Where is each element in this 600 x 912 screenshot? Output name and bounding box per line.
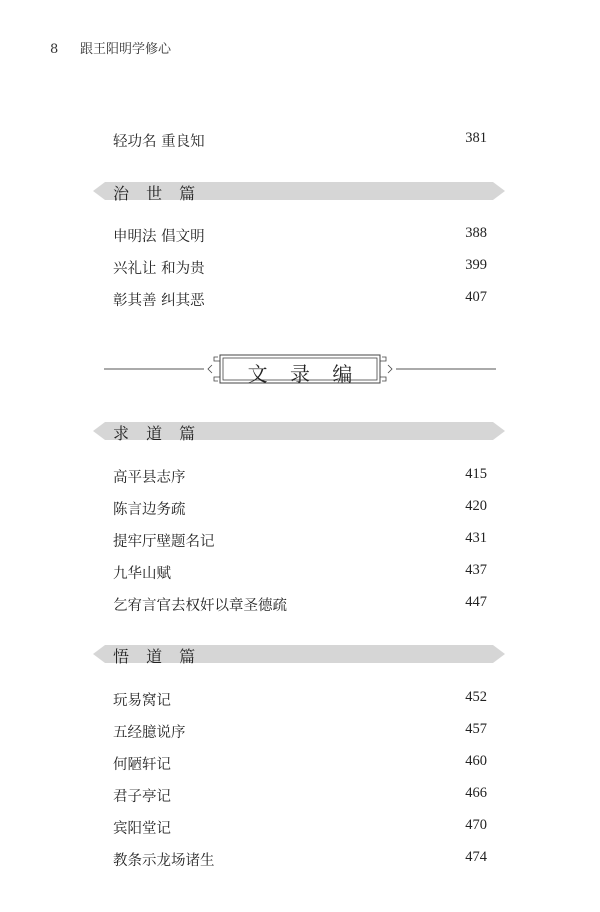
toc-entry[interactable] <box>113 130 487 150</box>
section-banner-qiudao <box>93 422 505 443</box>
entry-title: 高平县志序 <box>113 470 186 486</box>
section-title: 治 世 篇 <box>113 184 202 203</box>
entry-title: 彰其善 纠其恶 <box>113 293 205 309</box>
entry-page: 388 <box>465 225 487 241</box>
entry-title: 轻功名 重良知 <box>113 134 205 150</box>
toc-entry[interactable] <box>113 257 487 277</box>
entry-title: 乞宥言官去权奸以章圣德疏 <box>113 598 287 614</box>
toc-entry[interactable] <box>113 721 487 741</box>
toc-entry[interactable] <box>113 817 487 837</box>
page-number: 8 <box>50 42 59 57</box>
toc-entry[interactable] <box>113 225 487 245</box>
section-title: 求 道 篇 <box>113 424 202 443</box>
entry-page: 447 <box>465 594 487 610</box>
entry-title: 五经臆说序 <box>113 725 186 741</box>
entry-title: 宾阳堂记 <box>113 821 171 837</box>
toc-entry[interactable] <box>113 466 487 486</box>
entry-title: 陈言边务疏 <box>113 502 186 518</box>
entry-title: 兴礼让 和为贵 <box>113 261 205 277</box>
part-title: 文 录 编 <box>247 362 361 386</box>
entry-page: 437 <box>465 562 487 578</box>
section-title: 悟 道 篇 <box>113 647 202 666</box>
part-divider <box>104 352 496 386</box>
toc-entry[interactable] <box>113 498 487 518</box>
toc-entry[interactable] <box>113 594 487 614</box>
section-banner-zhishi <box>93 182 505 203</box>
entry-title: 申明法 倡文明 <box>113 229 205 245</box>
entry-page: 470 <box>465 817 487 833</box>
toc-entry[interactable] <box>113 849 487 869</box>
entry-page: 474 <box>465 849 487 865</box>
toc-entry[interactable] <box>113 562 487 582</box>
entry-title: 教条示龙场诸生 <box>113 853 215 869</box>
entry-page: 452 <box>465 689 487 705</box>
toc-entry[interactable] <box>113 530 487 550</box>
entry-page: 407 <box>465 289 487 305</box>
toc-entry[interactable] <box>113 785 487 805</box>
entry-page: 381 <box>465 130 487 146</box>
section-banner-wudao <box>93 645 505 666</box>
running-head <box>50 38 171 57</box>
book-title: 跟王阳明学修心 <box>80 42 172 57</box>
entry-title: 九华山赋 <box>113 566 171 582</box>
entry-page: 415 <box>465 466 487 482</box>
entry-page: 460 <box>465 753 487 769</box>
toc-entry[interactable] <box>113 289 487 309</box>
toc-entry[interactable] <box>113 689 487 709</box>
entry-page: 399 <box>465 257 487 273</box>
entry-page: 431 <box>465 530 487 546</box>
entry-page: 420 <box>465 498 487 514</box>
entry-page: 466 <box>465 785 487 801</box>
toc-entry[interactable] <box>113 753 487 773</box>
entry-title: 何陋轩记 <box>113 757 171 773</box>
entry-page: 457 <box>465 721 487 737</box>
entry-title: 提牢厅壁题名记 <box>113 534 215 550</box>
entry-title: 玩易窝记 <box>113 693 171 709</box>
entry-title: 君子亭记 <box>113 789 171 805</box>
